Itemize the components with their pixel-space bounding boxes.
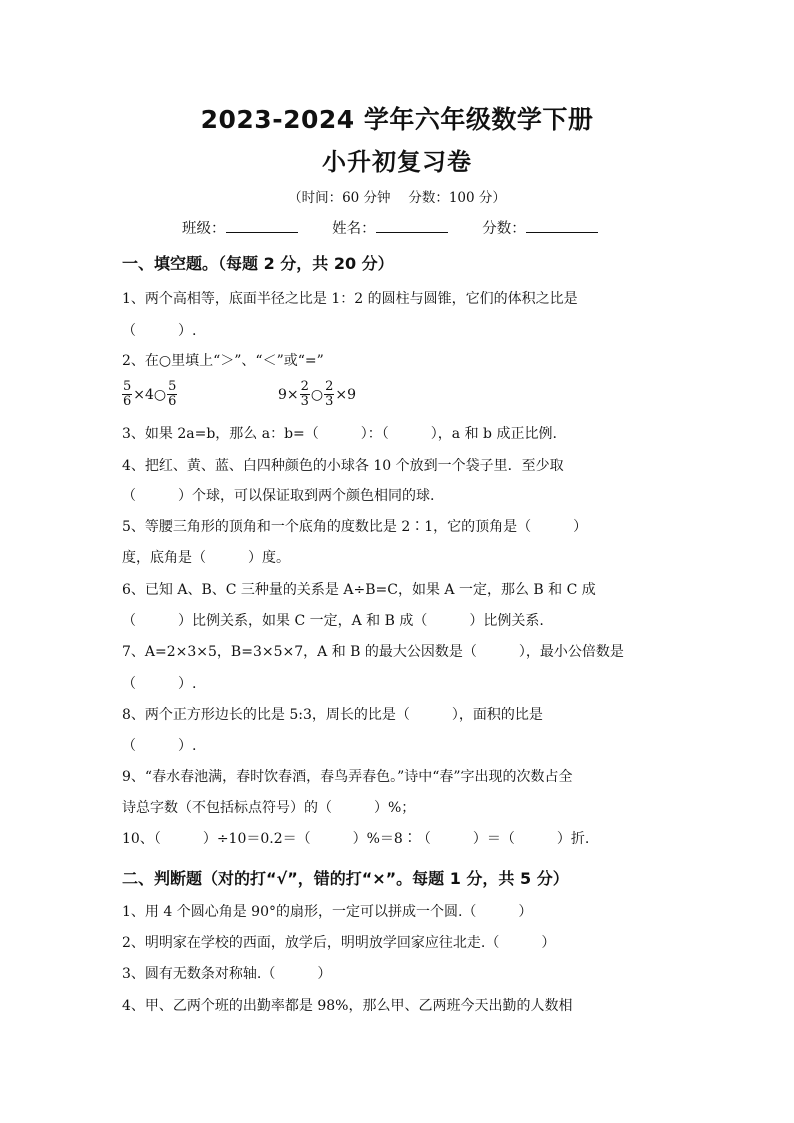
question-line: （ ）. — [122, 738, 197, 754]
class-label: 班级： — [182, 221, 226, 237]
fraction: $\frac{2}{3}$ — [300, 379, 309, 409]
section2-heading: 二、判断题（对的打“√”，错的打“×”。每题 1 分，共 5 分） — [122, 869, 569, 888]
question-line: 8、两个正方形边长的比是 5:3，周长的比是（ ），面积的比是 — [122, 707, 543, 723]
name-blank-line — [376, 218, 448, 233]
class-field — [182, 217, 298, 238]
question-line: （ ）. — [122, 676, 197, 692]
fraction: $\frac{2}{3}$ — [325, 379, 334, 409]
question-line: 5、等腰三角形的顶角和一个底角的度数比是 2∶1，它的顶角是（ ） — [122, 519, 588, 535]
question-line: 9、“春水春池满，春时饮春酒，春鸟弄春色。”诗中“春”字出现的次数占全 — [122, 769, 573, 785]
exam-title: 2023-2024 学年六年级数学下册 — [200, 105, 594, 134]
question-line: 1、用 4 个圆心角是 90°的扇形，一定可以拼成一个圆.（ ） — [122, 904, 533, 920]
question-line: 4、甲、乙两个班的出勤率都是 98%，那么甲、乙两班今天出勤的人数相 — [122, 998, 573, 1014]
question-line: 4、把红、黄、蓝、白四种颜色的小球各 10 个放到一个袋子里．至少取 — [122, 458, 564, 474]
exam-subtitle: 小升初复习卷 — [322, 148, 472, 176]
compare-circle: ○ — [310, 386, 324, 403]
question-line: （ ）. — [122, 323, 197, 339]
name-field — [332, 217, 448, 238]
fraction-compare-b: 9× $\frac{2}{3}$ ○ $\frac{2}{3}$ ×9 — [278, 379, 357, 409]
question-line: 3、圆有无数条对称轴.（ ） — [122, 966, 332, 982]
question-line: 10、（ ）÷10＝0.2＝（ ）%＝8∶（ ）＝（ ）折. — [122, 831, 590, 847]
question-line: 2、在○里填上“＞”、“＜”或“=” — [122, 353, 324, 369]
question-line: 度，底角是（ ）度。 — [122, 550, 290, 566]
name-label: 姓名： — [332, 221, 376, 237]
question-line: 1、两个高相等，底面半径之比是 1：2 的圆柱与圆锥，它们的体积之比是 — [122, 291, 578, 307]
fraction: $\frac{5}{6}$ — [168, 379, 177, 409]
class-blank-line — [226, 218, 298, 233]
question-line: （ ）比例关系，如果 C 一定，A 和 B 成（ ）比例关系. — [122, 613, 544, 629]
compare-circle: ×4○ — [133, 386, 167, 403]
fraction-compare-a — [121, 380, 178, 409]
question-line: 2、明明家在学校的西面，放学后，明明放学回家应往北走.（ ） — [122, 935, 556, 951]
exam-time-score-info: （时间：60 分钟 分数：100 分） — [288, 190, 506, 206]
score-label: 分数： — [482, 221, 526, 237]
section1-heading: 一、填空题。（每题 2 分，共 20 分） — [122, 254, 394, 273]
question-line: 3、如果 2a=b，那么 a：b=（ ）：（ ），a 和 b 成正比例. — [122, 426, 557, 442]
fraction: $\frac{5}{6}$ — [123, 379, 132, 409]
score-blank-line — [526, 218, 598, 233]
question-line: 6、已知 A、B、C 三种量的关系是 A÷B=C，如果 A 一定，那么 B 和 C 成 — [122, 582, 596, 598]
question-line: 7、A=2×3×5，B=3×5×7，A 和 B 的最大公因数是（ ），最小公倍数是 — [122, 644, 624, 660]
question-line: 诗总字数（不包括标点符号）的（ ）%； — [122, 800, 416, 816]
question-line: （ ）个球，可以保证取到两个颜色相同的球. — [122, 488, 435, 504]
student-info-fields — [182, 217, 628, 238]
score-field — [482, 217, 598, 238]
